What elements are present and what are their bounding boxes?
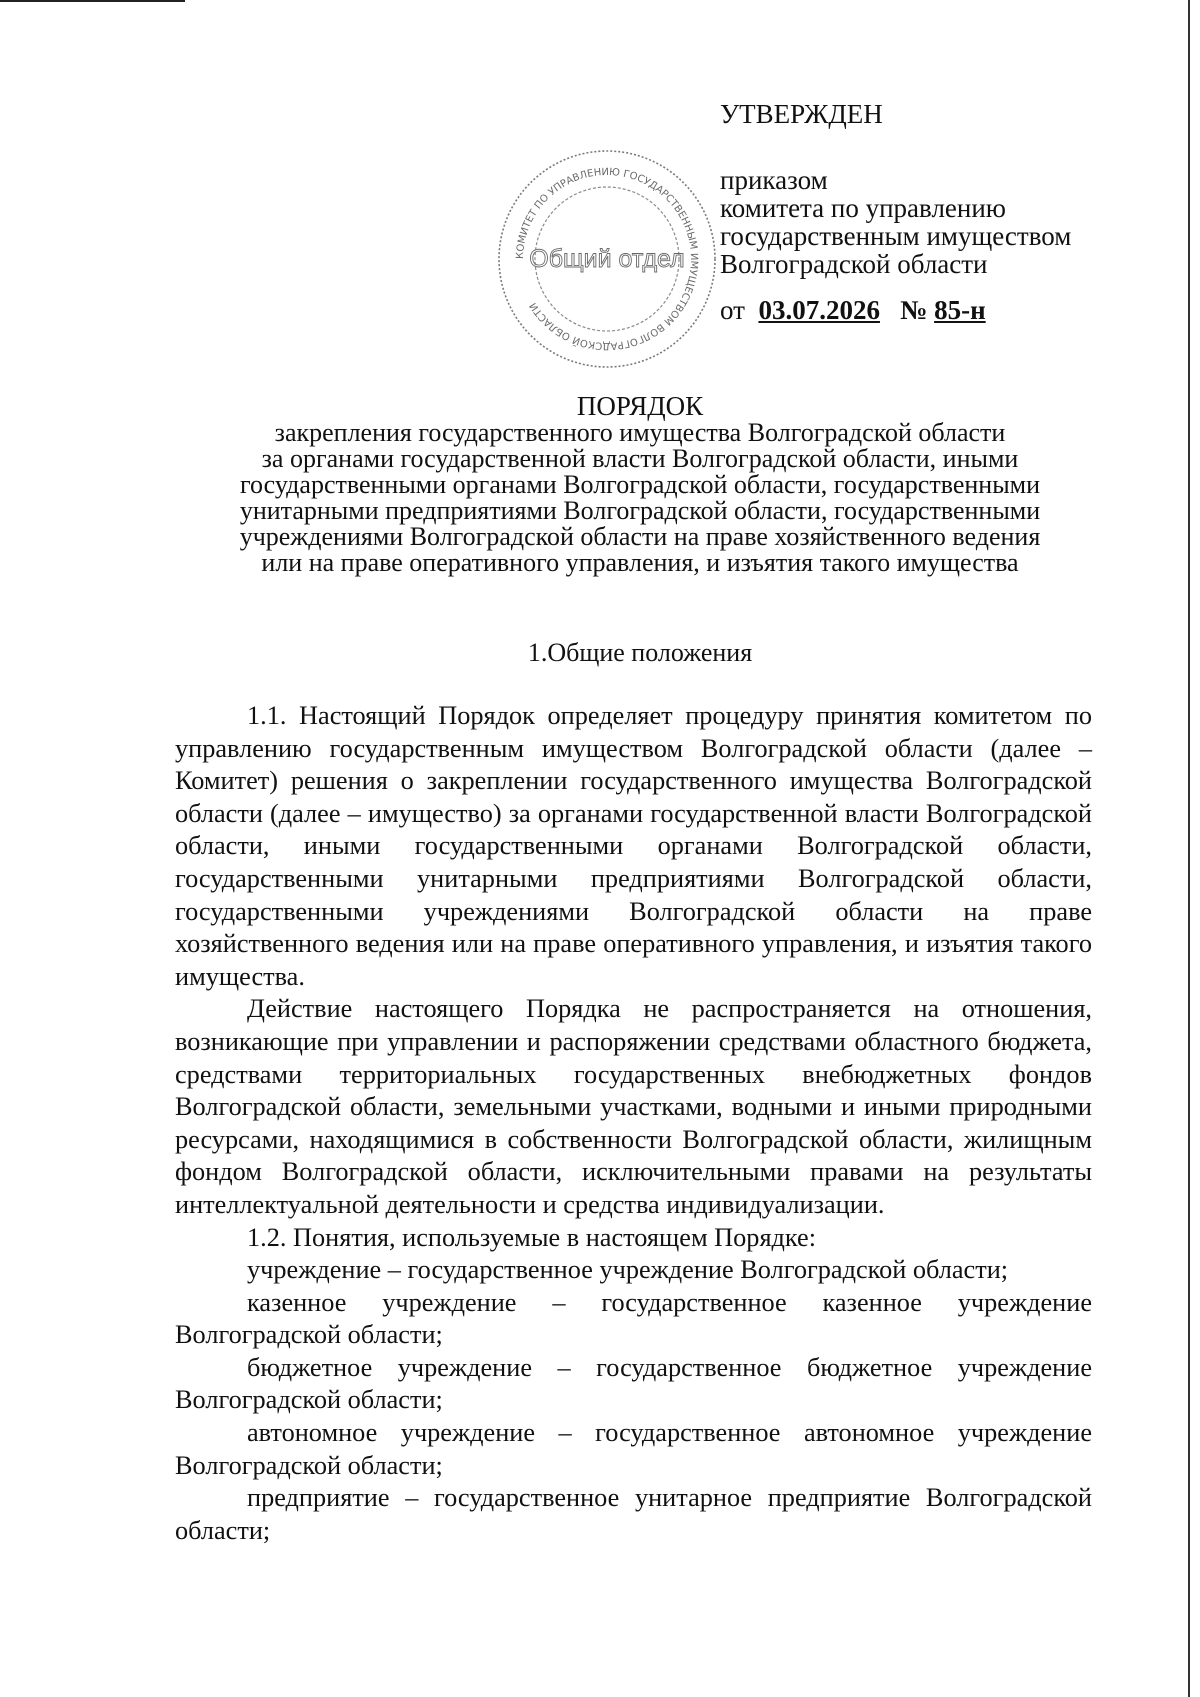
- number-prefix: №: [900, 295, 928, 325]
- definition-treasury-institution: казенное учреждение – государственное казенное учреждение Волгоградской области;: [175, 1287, 1092, 1350]
- paragraph-1-2: 1.2. Понятия, используемые в настоящем Порядке:: [247, 1222, 817, 1252]
- definition-enterprise: предприятие – государственное унитарное предприятие Волгоградской области;: [175, 1483, 1092, 1545]
- scan-edge-line: [1188, 0, 1190, 1697]
- document-body: [175, 700, 1092, 1547]
- definition-institution: учреждение – государственное учреждение Волгоградской области;: [247, 1255, 1009, 1285]
- order-date: 03.07.2026: [758, 295, 880, 325]
- approval-block: [720, 100, 1071, 324]
- title-line: учреждениями Волгоградской области на праве хозяйственного ведения: [239, 522, 1041, 551]
- title-line: унитарными предприятиями Волгоградской области, государственными: [239, 496, 1041, 525]
- stamp-center-text: Общий отдел: [529, 245, 685, 273]
- title-main: ПОРЯДОК: [576, 391, 704, 421]
- date-prefix: от: [720, 295, 745, 325]
- approval-line-committee: комитета по управлению: [720, 193, 1006, 223]
- approval-heading: УТВЕРЖДЕН: [720, 99, 883, 129]
- document-title: [175, 392, 1105, 576]
- approval-line-property: государственным имуществом: [720, 221, 1072, 251]
- definition-autonomous-institution: автономное учреждение – государственное автономное учреждение Волгоградской области;: [175, 1418, 1092, 1480]
- definition-budget-institution: бюджетное учреждение – государственное бюджетное учреждение Волгоградской области;: [175, 1352, 1092, 1415]
- paragraph-1-1: 1.1. Настоящий Порядок определяет процедуру принятия комитетом по управлению государственным имуществом Волгоградской области (далее – Комитет) решения о закреплении государственного имущества Волгоградской области (далее – имущество) за органами государственной власти Волгоградской области, иными государственными органами Волгоградской области, государственными унитарными предприятиями Волгоградской области, государственными учреждениями Волгоградской области на праве хозяйственного ведения или на праве оперативного управления, и изъятия такого имущества.: [175, 701, 1092, 991]
- approval-line-region: Волгоградской области: [720, 249, 988, 279]
- order-number: 85-н: [934, 295, 986, 325]
- stamp-ring-text: КОМИТЕТ ПО УПРАВЛЕНИЮ ГОСУДАРСТВЕННЫМ ИМУЩЕСТВОМ ВОЛГОГРАДСКОЙ ОБЛАСТИ: [514, 166, 700, 352]
- section-heading: 1.Общие положения: [527, 638, 753, 667]
- title-line: закрепления государственного имущества Волгоградской области: [274, 418, 1006, 447]
- title-line: или на праве оперативного управления, и изъятия такого имущества: [261, 548, 1019, 577]
- scan-edge-mark: [0, 0, 185, 2]
- paragraph-scope: Действие настоящего Порядка не распространяется на отношения, возникающие при управлении и распоряжении средствами областного бюджета, средствами территориальных государственных внебюджетных фондов Волгоградской области, земельными участками, водными и иными природными ресурсами, находящимися в собственности Волгоградской области, жилищным фондом Волгоградской области, исключительными правами на результаты интеллектуальной деятельности и средства индивидуализации.: [175, 994, 1092, 1219]
- title-line: за органами государственной власти Волгоградской области, иными: [261, 444, 1019, 473]
- approval-line-order: приказом: [720, 165, 828, 195]
- title-line: государственными органами Волгоградской области, государственными: [239, 470, 1041, 499]
- office-stamp: [493, 145, 721, 373]
- order-date-number: [720, 296, 1071, 324]
